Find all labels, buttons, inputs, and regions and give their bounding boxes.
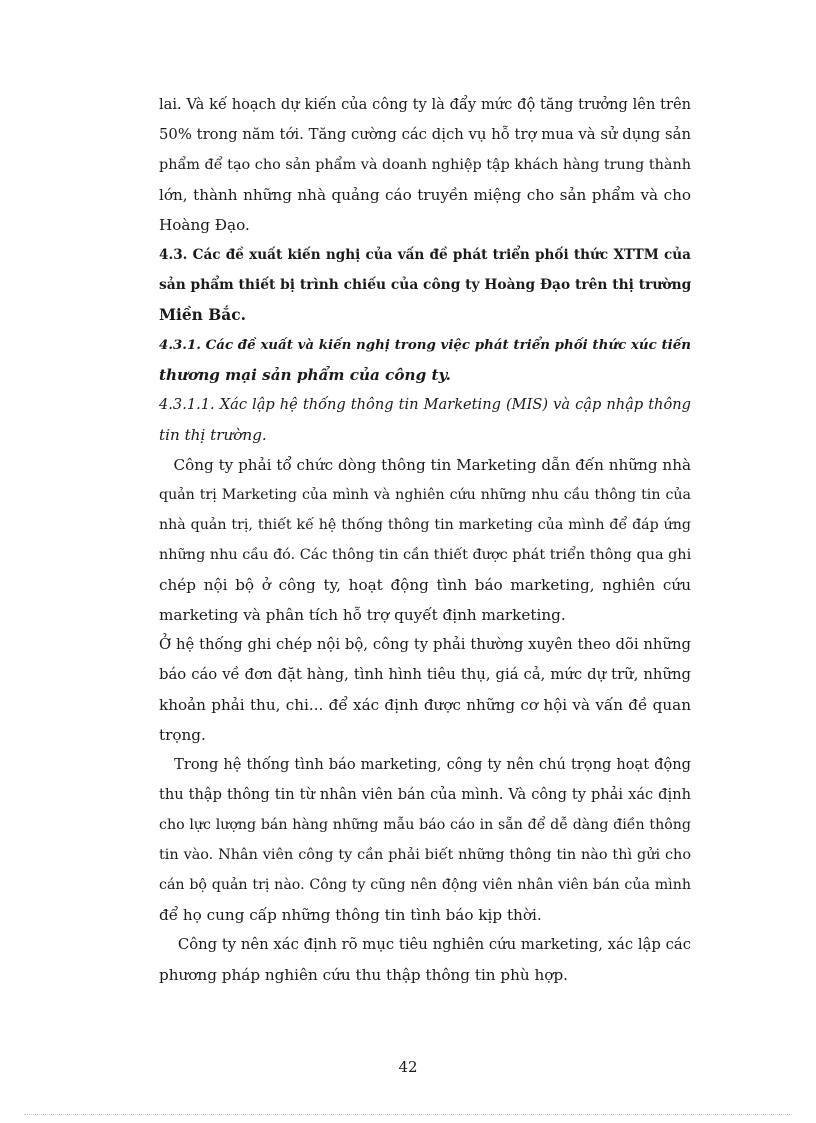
body-text-line: Trong hệ thống tình báo marketing, công ty nên chú trọng hoạt động xyxy=(159,756,691,773)
body-text-line: Ở hệ thống ghi chép nội bộ, công ty phải thường xuyên theo dõi những xyxy=(159,636,691,653)
section-heading-4-3: 4.3. Các đề xuất kiến nghị của vấn đề phát triển phối thức XTTM của xyxy=(159,247,691,263)
document-page xyxy=(159,90,691,990)
subsection-heading-4-3-1-1: 4.3.1.1. Xác lập hệ thống thông tin Marketing (MIS) và cập nhập thông xyxy=(159,396,691,413)
page-bottom-divider xyxy=(24,1114,792,1115)
body-text-line: tin vào. Nhân viên công ty cần phải biết những thông tin nào thì gửi cho xyxy=(159,847,691,863)
body-text-line: phẩm để tạo cho sản phẩm và doanh nghiệp tập khách hàng trung thành xyxy=(159,157,691,173)
body-text-line: lớn, thành những nhà quảng cáo truyền miệng cho sản phẩm và cho xyxy=(159,186,691,204)
body-text-line: những nhu cầu đó. Các thông tin cần thiết được phát triển thông qua ghi xyxy=(159,547,692,563)
body-text-line: khoản phải thu, chi... để xác định được những cơ hội và vấn đề quan xyxy=(159,696,691,714)
body-text-line: marketing và phân tích hỗ trợ quyết định marketing. xyxy=(159,606,566,624)
section-heading-4-3: Miền Bắc. xyxy=(159,306,246,324)
body-text-line: trọng. xyxy=(159,726,206,744)
subsection-heading-4-3-1: 4.3.1. Các đề xuất và kiến nghị trong việc phát triển phối thức xúc tiến xyxy=(159,337,691,353)
body-text-line: nhà quản trị, thiết kế hệ thống thông tin marketing của mình để đáp ứng xyxy=(159,517,691,533)
body-text-line: 50% trong năm tới. Tăng cường các dịch vụ hỗ trợ mua và sử dụng sản xyxy=(159,126,691,143)
subsection-heading-4-3-1-1: tin thị trường. xyxy=(159,426,267,444)
body-text-line: Công ty phải tổ chức dòng thông tin Marketing dẫn đến những nhà xyxy=(159,456,692,474)
body-text-line: Công ty nên xác định rõ mục tiêu nghiên cứu marketing, xác lập các xyxy=(159,936,691,953)
body-text-line: thu thập thông tin từ nhân viên bán của mình. Và công ty phải xác định xyxy=(159,786,691,803)
section-heading-4-3: sản phẩm thiết bị trình chiếu của công ty Hoàng Đạo trên thị trường xyxy=(159,277,692,293)
subsection-heading-4-3-1: thương mại sản phẩm của công ty. xyxy=(159,366,451,384)
body-text-line: quản trị Marketing của mình và nghiên cứu những nhu cầu thông tin của xyxy=(159,487,691,503)
body-text-line: Hoàng Đạo. xyxy=(159,216,250,234)
page-number: 42 xyxy=(398,1058,418,1076)
body-text-line: để họ cung cấp những thông tin tình báo kịp thời. xyxy=(159,906,542,924)
body-text-line: lai. Và kế hoạch dự kiến của công ty là đẩy mức độ tăng trưởng lên trên xyxy=(159,96,691,113)
body-text-line: phương pháp nghiên cứu thu thập thông tin phù hợp. xyxy=(159,966,569,984)
body-text-line: cán bộ quản trị nào. Công ty cũng nên động viên nhân viên bán của mình xyxy=(159,877,691,893)
body-text-line: chép nội bộ ở công ty, hoạt động tình báo marketing, nghiên cứu xyxy=(159,576,691,594)
body-text-line: cho lực lượng bán hàng những mẫu báo cáo in sẵn để dễ dàng điền thông xyxy=(159,817,691,833)
body-text-line: báo cáo về đơn đặt hàng, tình hình tiêu thụ, giá cả, mức dự trữ, những xyxy=(159,666,691,683)
